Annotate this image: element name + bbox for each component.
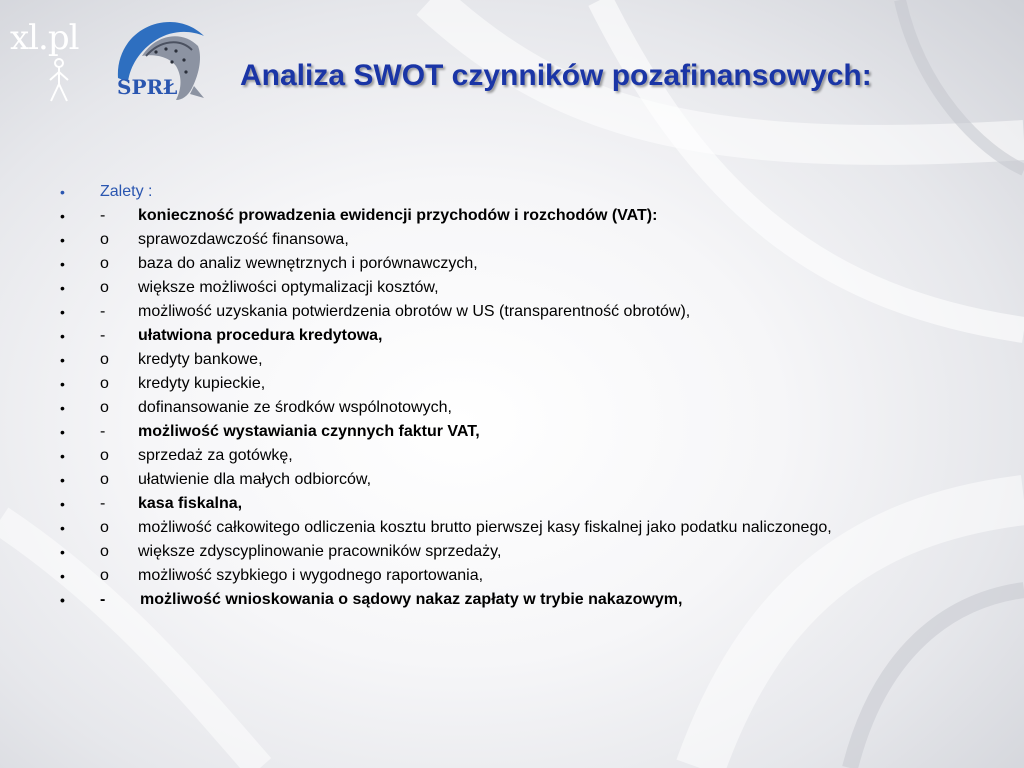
list-marker: o	[100, 399, 109, 416]
list-item	[58, 588, 958, 612]
list-item-text: Zalety :	[100, 183, 153, 200]
sprl-logo	[112, 16, 208, 102]
list-marker: -	[100, 591, 106, 608]
list-item	[58, 300, 958, 324]
list-marker: o	[100, 519, 109, 536]
bullet-icon: •	[60, 376, 65, 392]
list-item	[58, 180, 958, 204]
bullet-icon: •	[60, 304, 65, 320]
bullet-icon: •	[60, 568, 65, 584]
bullet-icon: •	[60, 280, 65, 296]
xl-pl-watermark	[10, 18, 100, 93]
list-marker: o	[100, 567, 109, 584]
list-item-text: konieczność prowadzenia ewidencji przychodów i rozchodów (VAT):	[138, 207, 658, 224]
list-item	[58, 540, 958, 564]
list-item	[58, 492, 958, 516]
figure-icon	[44, 58, 74, 103]
list-item-text: możliwość wnioskowania o sądowy nakaz zapłaty w trybie nakazowym,	[140, 591, 683, 608]
slide-title: Analiza SWOT czynników pozafinansowych:	[240, 59, 872, 92]
list-item-text: dofinansowanie ze środków wspólnotowych,	[138, 399, 452, 416]
bullet-icon: •	[60, 448, 65, 464]
list-item-text: większe zdyscyplinowanie pracowników sprzedaży,	[138, 543, 502, 560]
list-item	[58, 444, 958, 468]
list-marker: o	[100, 351, 109, 368]
list-item-text: sprawozdawczość finansowa,	[138, 231, 349, 248]
list-marker: -	[100, 495, 106, 512]
list-item-text: kredyty kupieckie,	[138, 375, 266, 392]
list-item	[58, 228, 958, 252]
list-item	[58, 372, 958, 396]
list-marker: o	[100, 231, 109, 248]
list-item-text: możliwość całkowitego odliczenia kosztu brutto pierwszej kasy fiskalnej jako podatku naliczonego,	[138, 519, 832, 536]
list-item-text: większe możliwości optymalizacji kosztów,	[138, 279, 439, 296]
list-marker: -	[100, 303, 106, 320]
list-marker: o	[100, 471, 109, 488]
watermark-text: xl.pl	[10, 18, 79, 58]
bullet-icon: •	[60, 208, 65, 224]
list-item-text: ułatwienie dla małych odbiorców,	[138, 471, 372, 488]
list-item	[58, 276, 958, 300]
bullet-icon: •	[60, 328, 65, 344]
list-item	[58, 252, 958, 276]
list-marker: o	[100, 543, 109, 560]
list-item-text: możliwość uzyskania potwierdzenia obrotów w US (transparentność obrotów),	[138, 303, 691, 320]
list-item-text: możliwość wystawiania czynnych faktur VAT,	[138, 423, 480, 440]
bullet-icon: •	[60, 424, 65, 440]
bullet-icon: •	[60, 496, 65, 512]
list-item	[58, 420, 958, 444]
logo-text: SPRŁ	[117, 75, 178, 99]
bullet-icon: •	[60, 520, 65, 536]
list-item	[58, 396, 958, 420]
bullet-icon: •	[60, 232, 65, 248]
list-item	[58, 516, 958, 540]
list-item-text: kasa fiskalna,	[138, 495, 243, 512]
list-item	[58, 324, 958, 348]
bullet-icon: •	[60, 400, 65, 416]
bullet-icon: •	[60, 256, 65, 272]
list-item	[58, 204, 958, 228]
list-marker: -	[100, 327, 106, 344]
list-marker: o	[100, 279, 109, 296]
list-marker: -	[100, 423, 106, 440]
list-marker: o	[100, 375, 109, 392]
swot-list	[58, 180, 958, 612]
bullet-icon: •	[60, 472, 65, 488]
list-marker: -	[100, 207, 106, 224]
bullet-icon: •	[60, 184, 65, 200]
list-item	[58, 468, 958, 492]
list-item-text: możliwość szybkiego i wygodnego raportowania,	[138, 567, 484, 584]
list-item-text: kredyty bankowe,	[138, 351, 263, 368]
list-item	[58, 348, 958, 372]
bullet-icon: •	[60, 544, 65, 560]
list-item-text: sprzedaż za gotówkę,	[138, 447, 293, 464]
list-item-text: baza do analiz wewnętrznych i porównawczych,	[138, 255, 478, 272]
bullet-icon: •	[60, 592, 65, 608]
list-item	[58, 564, 958, 588]
list-marker: o	[100, 255, 109, 272]
list-marker: o	[100, 447, 109, 464]
bullet-icon: •	[60, 352, 65, 368]
list-item-text: ułatwiona procedura kredytowa,	[138, 327, 383, 344]
